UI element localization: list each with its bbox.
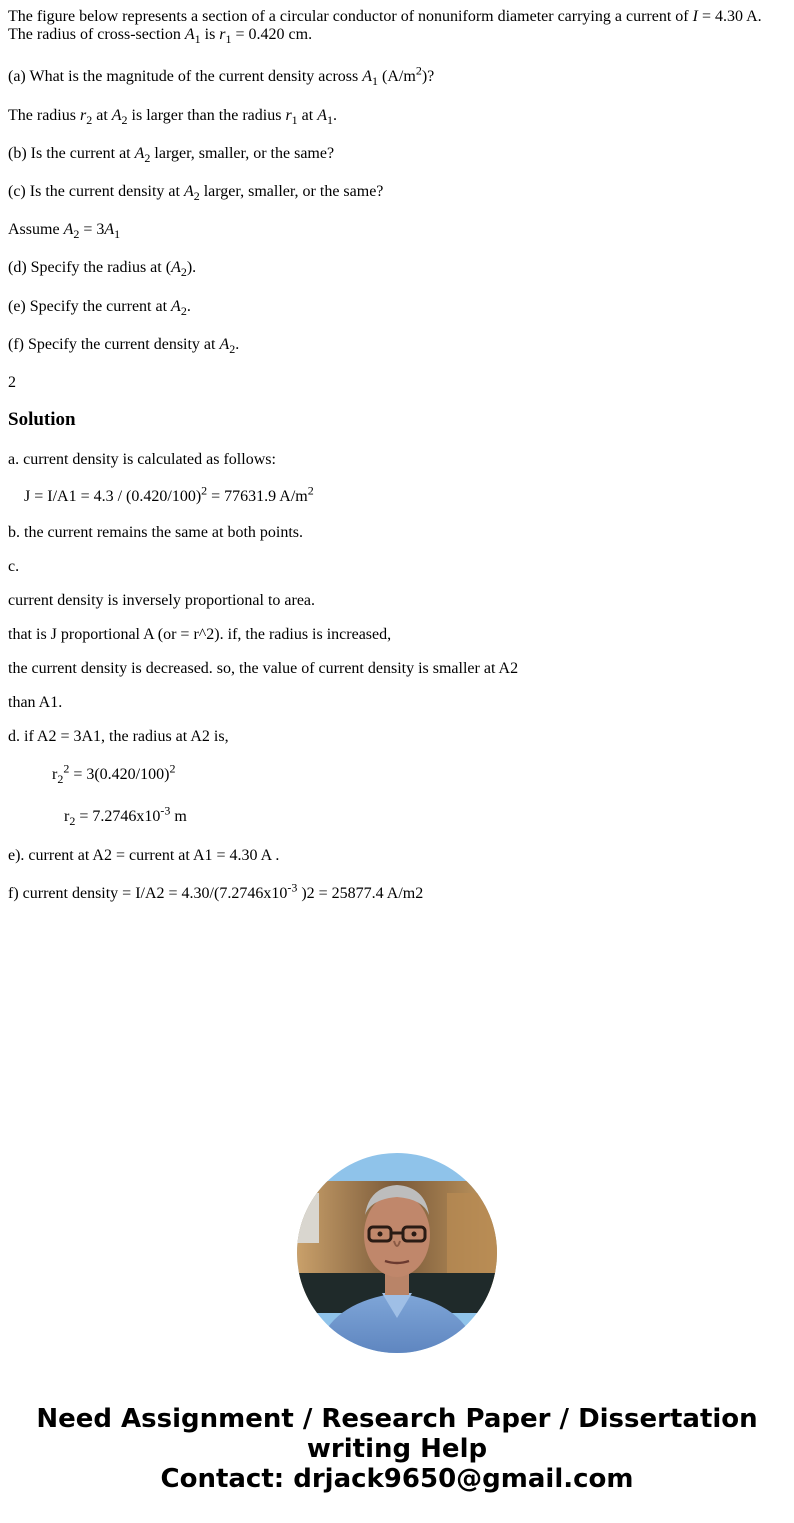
solution-d-text: d. if A2 = 3A1, the radius at A2 is, — [8, 728, 229, 745]
problem-intro-line2: The radius of cross-section $A_1$ is $r_1 = 0.420$ cm. — [8, 26, 313, 47]
question-b: (b) Is the current at $A_2$ larger, smaller, or the same? — [8, 145, 335, 166]
radius-statement: The radius $r_2$ at $A_2$ is larger than the radius $r_1$ at $A_1$. — [8, 107, 337, 128]
promo-banner — [0, 1404, 794, 1494]
solution-c-label: c. — [8, 558, 20, 575]
question-d: (d) Specify the radius at $(A_2)$. — [8, 259, 197, 280]
solution-c-line4: than A1. — [8, 694, 63, 711]
solution-b-text: b. the current remains the same at both points. — [8, 524, 304, 541]
promo-line2: writing Help — [306, 1434, 488, 1464]
promo-contact: Contact: drjack9650@gmail.com — [160, 1464, 634, 1494]
solution-c-line2: that is J proportional A (or = r^2). if, the radius is increased, — [8, 626, 392, 643]
page-number: 2 — [8, 374, 16, 391]
question-e: (e) Specify the current at $A_2$. — [8, 298, 191, 319]
avatar — [297, 1153, 497, 1353]
solution-a-equation: $J = I/A1 = 4.3 / (0.420/100)^2 = 77631.9$ $A/m^2$ — [24, 483, 314, 505]
solution-a-text: a. current density is calculated as follows: — [8, 451, 276, 468]
solution-d-equation1: $r_2^2 = 3(0.420/100)^2$ — [52, 761, 176, 787]
avatar-portrait-image — [297, 1153, 497, 1353]
question-a: (a) What is the magnitude of the current density across $A_1$ $(A/m^2)$? — [8, 63, 435, 89]
solution-c-line1: current density is inversely proportional to area. — [8, 592, 316, 609]
solution-heading: Solution — [8, 409, 76, 430]
solution-c-line3: the current density is decreased. so, the value of current density is smaller at A2 — [8, 660, 519, 677]
question-f: (f) Specify the current density at $A_2$. — [8, 336, 240, 357]
solution-f-text: f) current density = $I/A2 = 4.30/(7.2746x10^{-3}$ )2 = 25877.4 A/m2 — [8, 880, 424, 902]
problem-intro-line1: The figure below represents a section of a circular conductor of nonuniform diameter carrying a current of I = 4.30 A. — [8, 8, 762, 25]
question-c: (c) Is the current density at $A_2$ larger, smaller, or the same? — [8, 183, 384, 204]
assumption: Assume $A_2 = 3A_1$ — [8, 221, 121, 242]
solution-d-equation2: $r_2 = 7.2746x10^{-3}$ m — [64, 803, 187, 829]
promo-line1: Need Assignment / Research Paper / Dissertation — [36, 1404, 758, 1434]
solution-e-text: e). current at A2 = current at A1 = 4.30 A . — [8, 847, 280, 864]
